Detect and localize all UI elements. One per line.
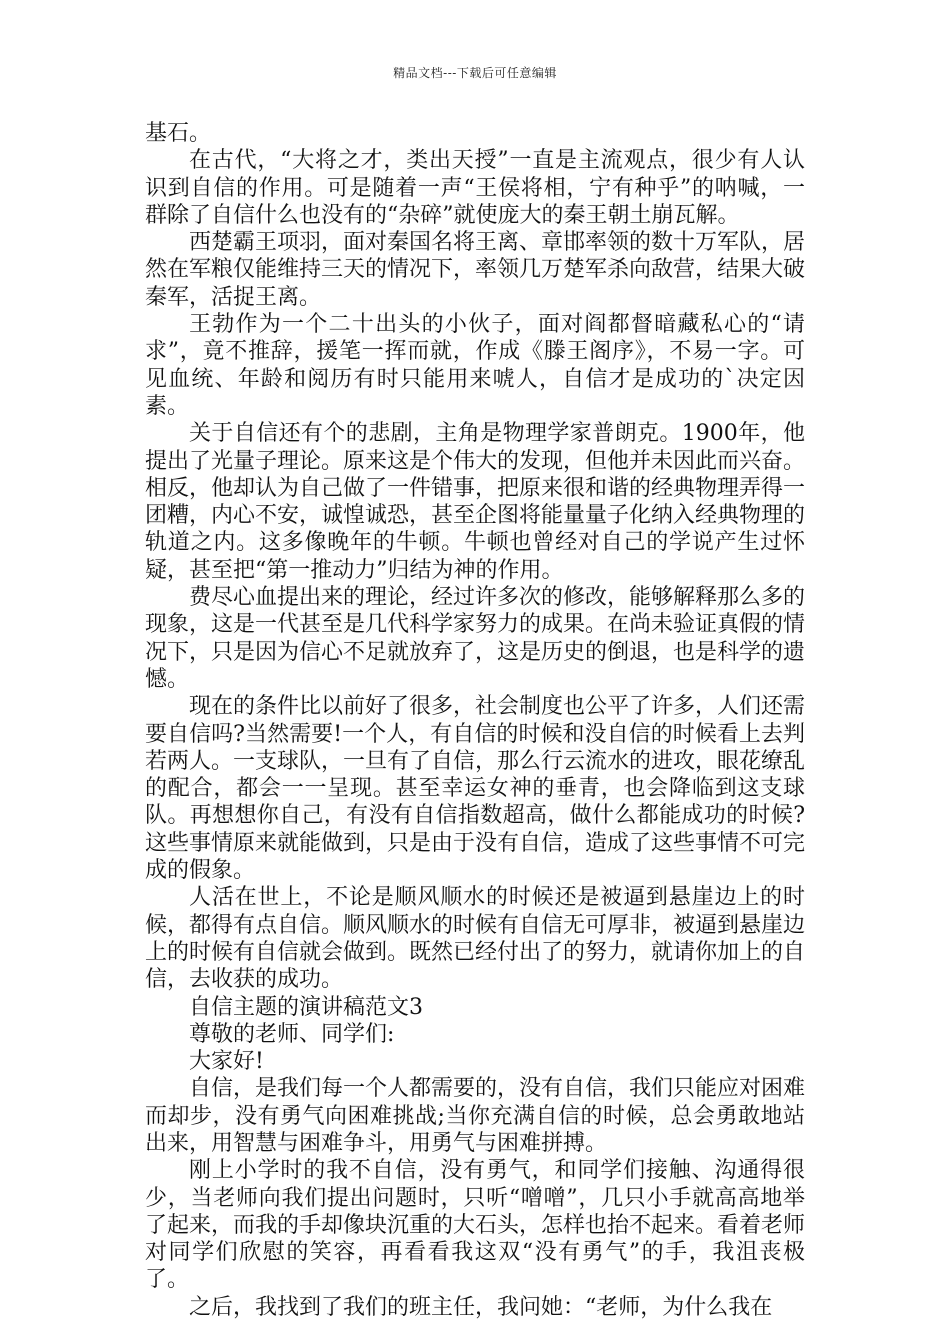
paragraph: 费尽心血提出来的理论，经过许多次的修改，能够解释那么多的现象，这是一代甚至是几代科学家努力的成果。在尚未验证真假的情况下，只是因为信心不足就放弃了，这是历史的倒退，也是科学的遗憾。 — [145, 585, 806, 692]
paragraph: 关于自信还有个的悲剧，主角是物理学家普朗克。1900年，他提出了光量子理论。原来这是个伟大的发现，但他并未因此而兴奋。相反，他却认为自己做了一件错事，把原来很和谐的经典物理弄得一团糟，内心不安，诚惶诚恐，甚至企图将能量量子化纳入经典物理的轨道之内。这多像晚年的牛顿。牛顿也曾经对自己的学说产生过怀疑，甚至把“第一推动力”归结为神的作用。 — [145, 421, 806, 583]
paragraph: 在古代，“大将之才，类出天授”一直是主流观点，很少有人认识到自信的作用。可是随着一声“王侯将相，宁有种乎”的呐喊，一群除了自信什么也没有的“杂碎”就使庞大的秦王朝土崩瓦解。 — [145, 148, 805, 228]
document-body — [145, 120, 805, 1321]
paragraph: 西楚霸王项羽，面对秦国名将王离、章邯率领的数十万军队，居然在军粮仅能维持三天的情况下，率领几万楚军杀向敌营，结果大破秦军，活捉王离。 — [145, 230, 806, 310]
paragraph: 王勃作为一个二十出头的小伙子，面对阎都督暗藏私心的“请求”，竟不推辞，援笔一挥而就，作成《滕王阁序》，不易一字。可见血统、年龄和阅历有时只能用来唬人，自信才是成功的`决定因素。 — [145, 312, 805, 419]
paragraph: 现在的条件比以前好了很多，社会制度也公平了许多，人们还需要自信吗?当然需要!一个人，有自信的时候和没自信的时候看上去判若两人。一支球队，一旦有了自信，那么行云流水的进攻，眼花缭乱的配合，都会一一呈现。甚至幸运女神的垂青，也会降临到这支球队。再想想你自己，有没有自信指数超高，做什么都能成功的时候?这些事情原来就能做到，只是由于没有自信，造成了这些事情不可完成的假象。 — [145, 694, 806, 884]
section-title: 自信主题的演讲稿范文3 — [189, 994, 423, 1020]
paragraph: 基石。 — [145, 121, 212, 146]
page-header: 精品文档---下载后可任意编辑 — [393, 66, 557, 80]
paragraph: 刚上小学时的我不自信，没有勇气，和同学们接触、沟通得很少，当老师向我们提出问题时，只听“噌噌”，几只小手就高高地举了起来，而我的手却像块沉重的大石头，怎样也抬不起来。看着老师对同学们欣慰的笑容，再看看我这双“没有勇气”的手，我沮丧极了。 — [145, 1158, 806, 1293]
paragraph: 自信，是我们每一个人都需要的，没有自信，我们只能应对困难而却步，没有勇气向困难挑战;当你充满自信的时候，总会勇敢地站出来，用智慧与困难争斗，用勇气与困难拼搏。 — [145, 1076, 806, 1156]
paragraph: 之后，我找到了我们的班主任，我问她：“老师，为什么我在 — [189, 1294, 773, 1320]
salutation: 尊敬的老师、同学们: — [189, 1021, 395, 1047]
greeting: 大家好! — [189, 1049, 264, 1075]
paragraph: 人活在世上，不论是顺风顺水的时候还是被逼到悬崖边上的时候，都得有点自信。顺风顺水的时候有自信无可厚非，被逼到悬崖边上的时候有自信就会做到。既然已经付出了的努力，就请你加上的自信，去收获的成功。 — [145, 885, 806, 993]
